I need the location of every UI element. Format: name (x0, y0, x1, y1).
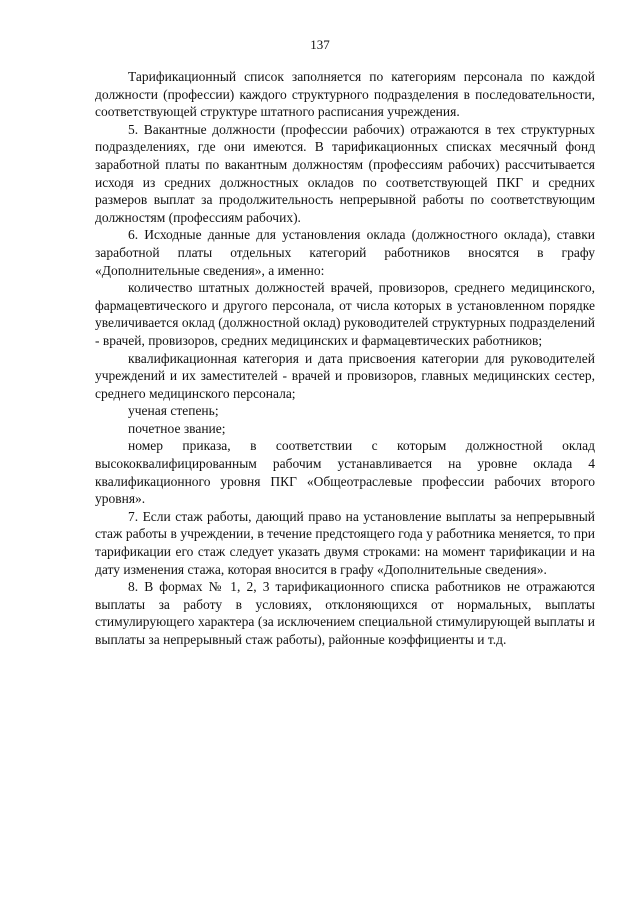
paragraph-tariff-list-order: Тарификационный список заполняется по категориям персонала по каждой должности (профессии) каждого структурного подразделения в последовательности, соответствующей структуре штатного расписания учреждения. (95, 69, 595, 120)
list-item-staff-count: количество штатных должностей врачей, провизоров, среднего медицинского, фармацевтического и другого персонала, от числа которых в установленном порядке увеличивается оклад (должностной оклад) руководителей структурных подразделений - врачей, провизоров, средних медицинских и фармацевтических работников; (95, 280, 595, 348)
paragraph-5-vacant-positions: 5. Вакантные должности (профессии рабочих) отражаются в тех структурных подразделениях, где они имеются. В тарификационных списках месячный фонд заработной платы по вакантным должностям (профессиям рабочих) рассчитывается исходя из средних должностных окладов по соответствующей ПКГ и средних размеров выплат за продолжительность непрерывной работы по соответствующим должностям (профессиям рабочих). (95, 121, 595, 225)
list-item-qualification-category: квалификационная категория и дата присвоения категории для руководителей учреждений и их заместителей - врачей и провизоров, главных медицинских сестер, среднего медицинского персонала; (95, 350, 595, 401)
page-number: 137 (310, 37, 330, 52)
document-body (95, 68, 595, 649)
list-item-order-number: номер приказа, в соответствии с которым должностной оклад высококвалифицированным рабочим устанавливается на уровне оклада 4 квалификационного уровня ПКГ «Общеотраслевые профессии рабочих второго уровня». (95, 438, 595, 507)
list-item-honorary-title: почетное звание; (128, 420, 226, 436)
paragraph-6-initial-data: 6. Исходные данные для установления оклада (должностного оклада), ставки заработной платы отдельных категорий работников вносятся в графу «Дополнительные сведения», а именно: (95, 227, 595, 278)
list-item-academic-degree: ученая степень; (128, 403, 219, 419)
paragraph-8-excluded-payments: 8. В формах № 1, 2, 3 тарификационного списка работников не отражаются выплаты за работу в условиях, отклоняющихся от нормальных, выплаты стимулирующего характера (за исключением специальной стимулирующей выплаты и выплаты за непрерывный стаж работы), районные коэффициенты и т.д. (95, 579, 595, 647)
paragraph-7-work-experience: 7. Если стаж работы, дающий право на установление выплаты за непрерывный стаж работы в учреждении, в течение предстоящего года у работника меняется, то при тарификации его стаж следует указать двумя строками: на момент тарификации и на дату изменения стажа, которая вносится в графу «Дополнительные сведения». (95, 508, 595, 577)
